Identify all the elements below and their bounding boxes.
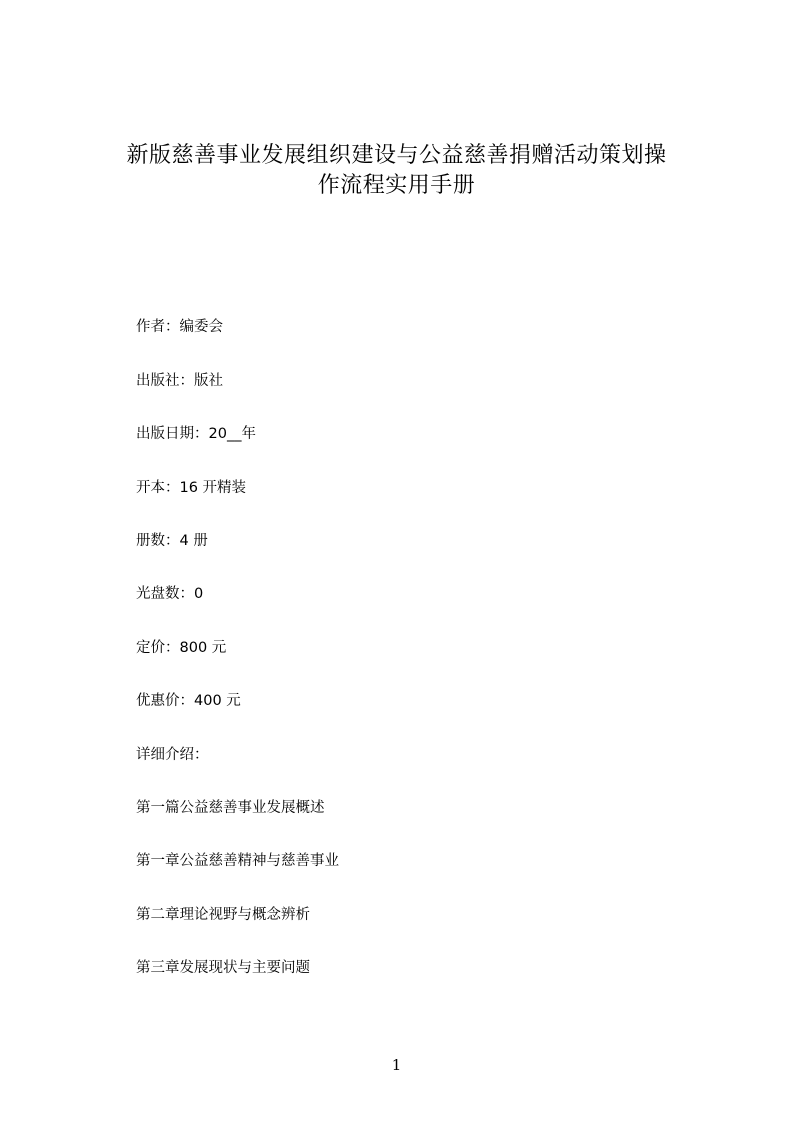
discs-line: 光盘数：0 — [136, 586, 204, 602]
toc-item: 第一篇公益慈善事业发展概述 — [136, 800, 325, 816]
details-heading: 详细介绍： — [136, 747, 209, 763]
publisher-line: 出版社：版社 — [136, 373, 223, 389]
document-title-line-2: 作流程实用手册 — [317, 173, 476, 198]
volumes-line: 册数：4 册 — [136, 533, 208, 549]
price-line: 定价：800 元 — [136, 640, 227, 656]
discount-price-line: 优惠价：400 元 — [136, 693, 241, 709]
toc-item: 第二章理论视野与概念辨析 — [136, 907, 310, 923]
page-number: 1 — [391, 1056, 402, 1074]
publish-date-line: 出版日期：20__年 — [136, 426, 256, 442]
toc-item: 第一章公益慈善精神与慈善事业 — [136, 853, 339, 869]
toc-item: 第三章发展现状与主要问题 — [136, 960, 310, 976]
document-title-line-1: 新版慈善事业发展组织建设与公益慈善捐赠活动策划操 — [126, 143, 667, 168]
format-line: 开本：16 开精装 — [136, 480, 247, 496]
document-title — [60, 141, 733, 201]
author-line: 作者：编委会 — [136, 319, 223, 335]
